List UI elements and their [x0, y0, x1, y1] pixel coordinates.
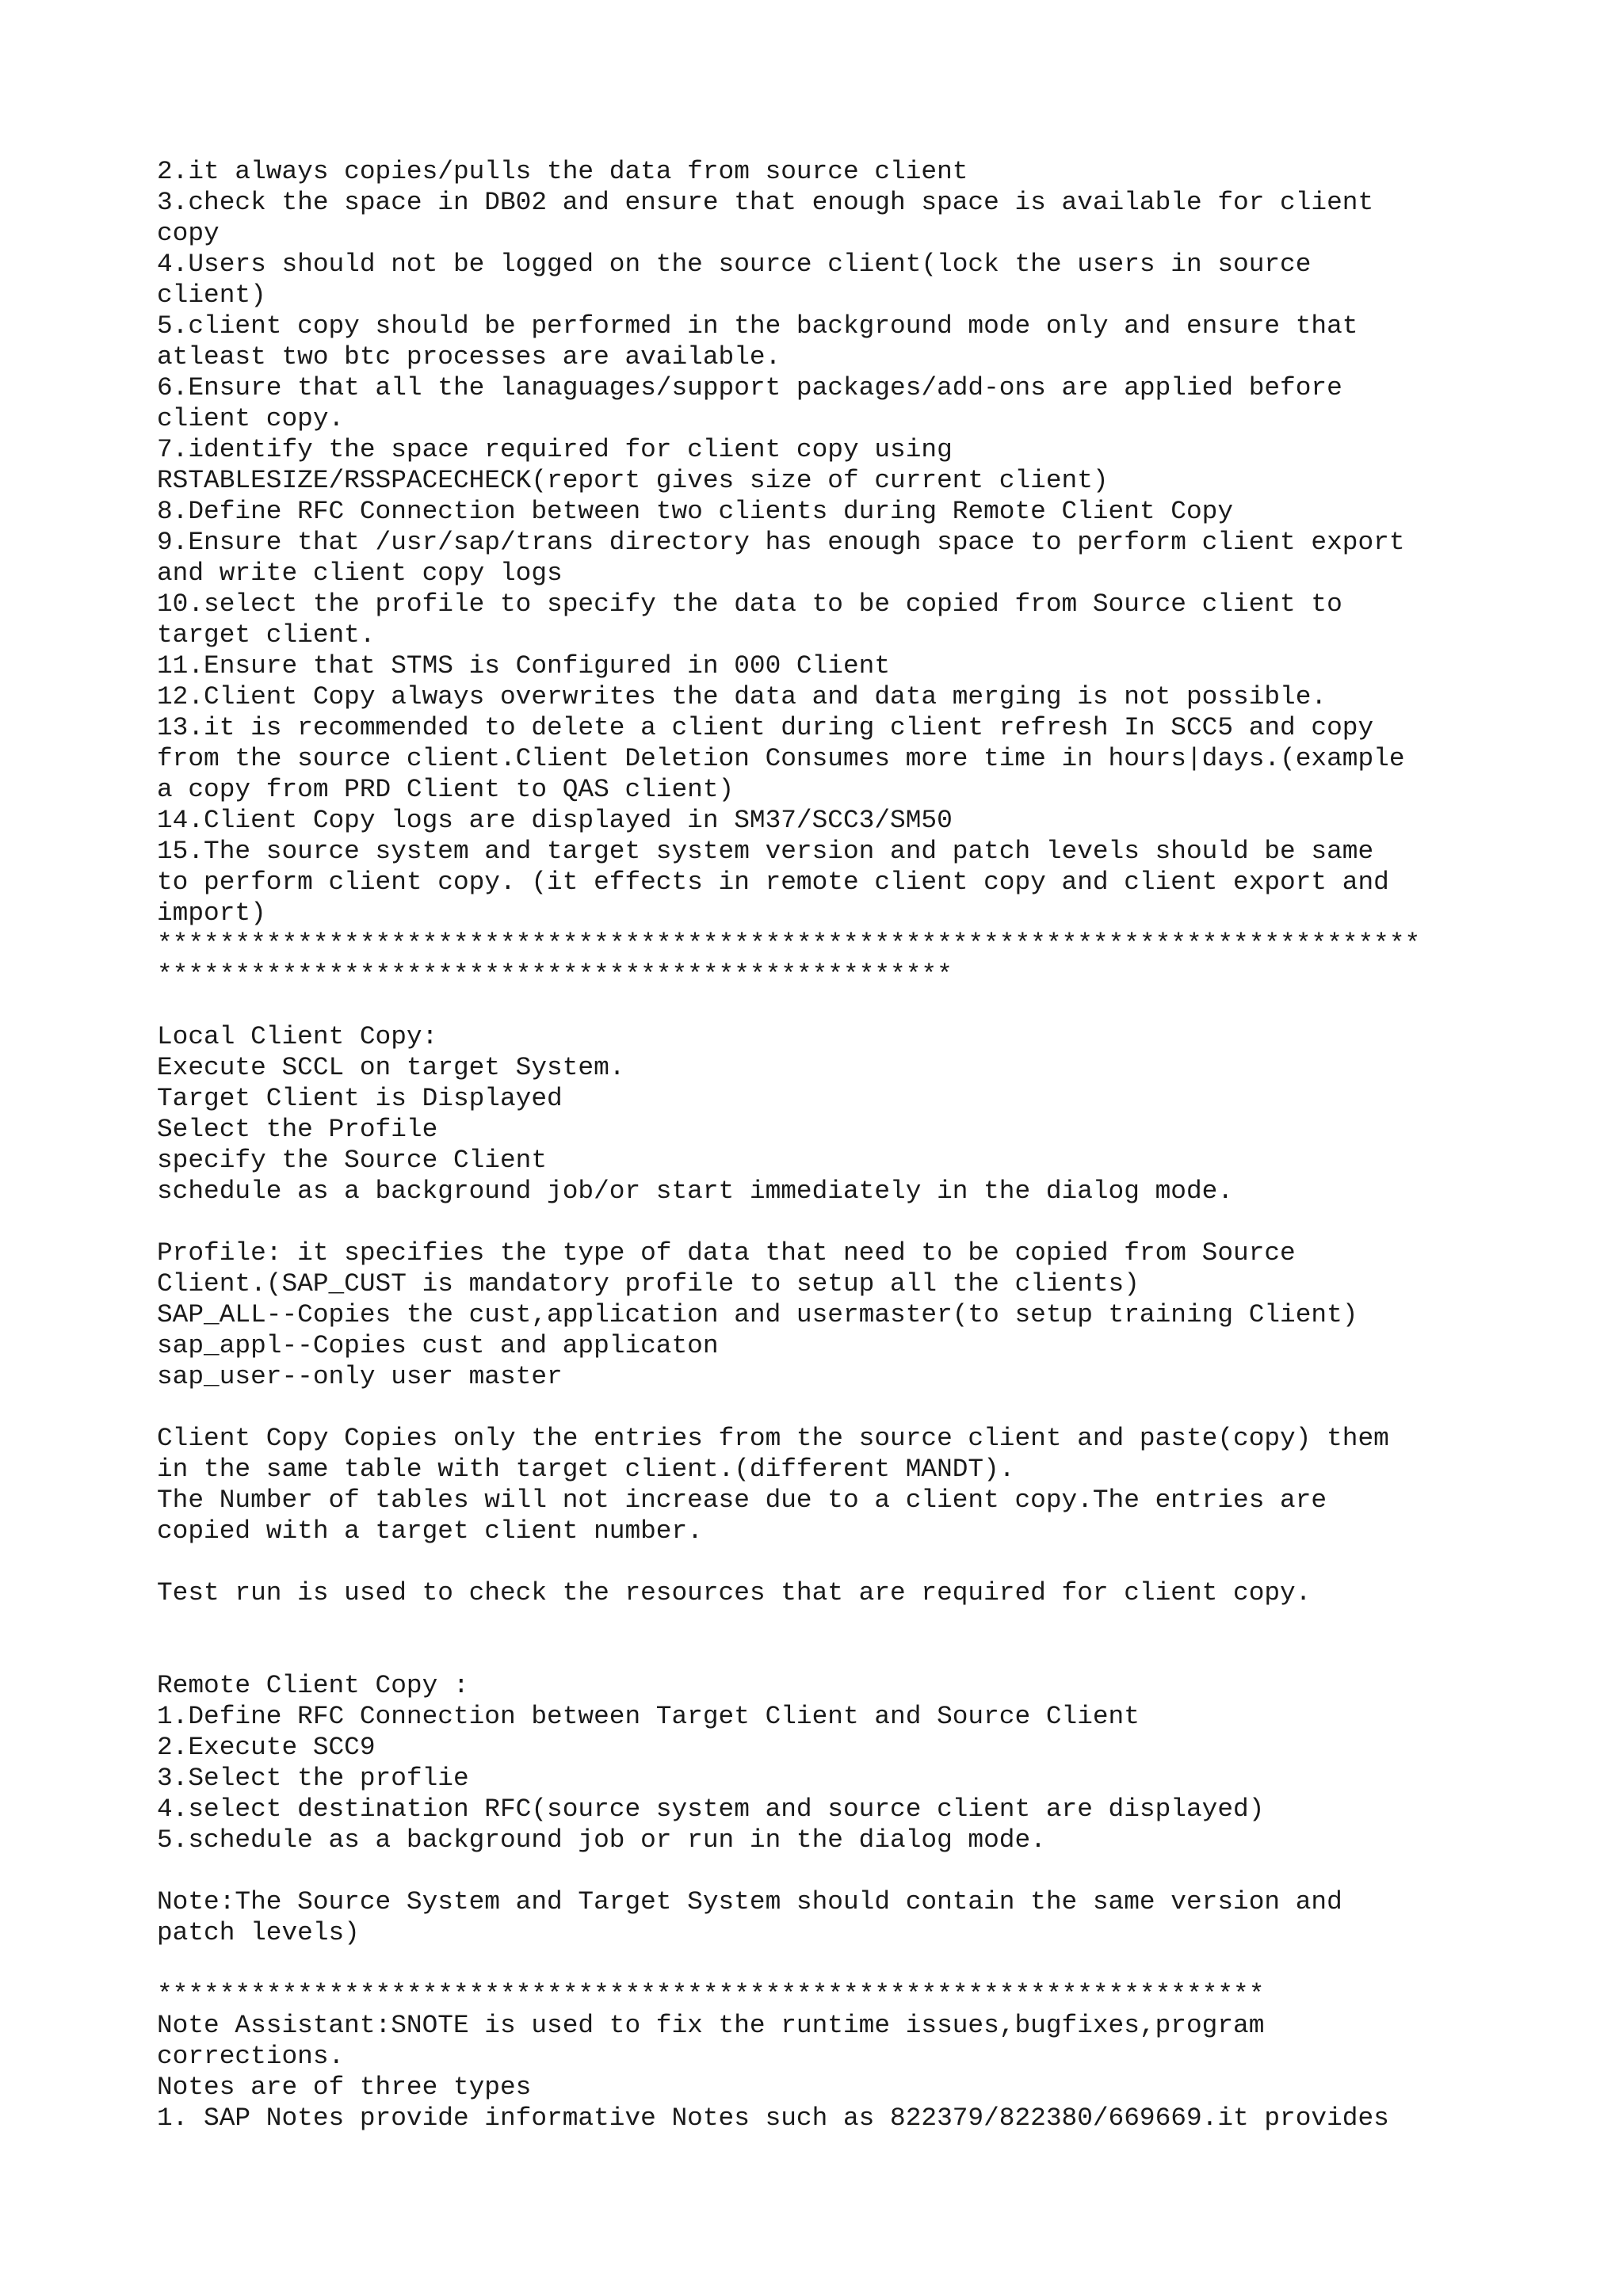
text-line: patch levels)	[157, 1918, 360, 1947]
section-heading: Remote Client Copy :	[157, 1671, 469, 1700]
text-line: copy	[157, 219, 220, 248]
version-note	[157, 1886, 1599, 1948]
text-line: atleast two btc processes are available.	[157, 342, 781, 372]
text-line: import)	[157, 898, 266, 928]
text-line: sap_user--only user master	[157, 1362, 563, 1391]
text-line: 2.Execute SCC9	[157, 1733, 376, 1762]
blank-line	[157, 1547, 1599, 1577]
text-line: Note:The Source System and Target System should contain the same version and	[157, 1887, 1342, 1917]
text-line: 4.Users should not be logged on the source client(lock the users in source	[157, 250, 1312, 279]
text-line: specify the Source Client	[157, 1146, 548, 1175]
text-line: 14.Client Copy logs are displayed in SM37/SCC3/SM50	[157, 806, 953, 835]
separator-line: *********************************************************************************	[157, 929, 1421, 959]
text-line: client copy.	[157, 404, 345, 433]
blank-line	[157, 1948, 1599, 1979]
text-line: Client.(SAP_CUST is mandatory profile to setup all the clients)	[157, 1269, 1140, 1299]
client-copy-entries-section	[157, 1423, 1599, 1547]
text-line: 3.check the space in DB02 and ensure that enough space is available for client	[157, 188, 1374, 217]
note-assistant-section	[157, 2010, 1599, 2134]
blank-line	[157, 1608, 1599, 1670]
text-line: schedule as a background job/or start immediately in the dialog mode.	[157, 1177, 1234, 1206]
text-line: 4.select destination RFC(source system and source client are displayed)	[157, 1794, 1265, 1824]
text-line: 1.Define RFC Connection between Target Client and Source Client	[157, 1702, 1140, 1731]
text-line: RSTABLESIZE/RSSPACECHECK(report gives size of current client)	[157, 466, 1109, 495]
text-line: 6.Ensure that all the lanaguages/support packages/add-ons are applied before	[157, 373, 1342, 402]
text-line: a copy from PRD Client to QAS client)	[157, 775, 735, 804]
text-line: 15.The source system and target system version and patch levels should be same	[157, 837, 1374, 866]
text-line: 7.identify the space required for client copy using	[157, 435, 953, 464]
text-line: corrections.	[157, 2042, 345, 2071]
text-line: 5.client copy should be performed in the background mode only and ensure that	[157, 311, 1358, 341]
text-line: from the source client.Client Deletion Consumes more time in hours|days.(example	[157, 744, 1405, 773]
text-line: 5.schedule as a background job or run in the dialog mode.	[157, 1825, 1046, 1855]
text-line: 3.Select the proflie	[157, 1764, 469, 1793]
text-line: 1. SAP Notes provide informative Notes such as 822379/822380/669669.it provides	[157, 2103, 1389, 2133]
text-line: 13.it is recommended to delete a client during client refresh In SCC5 and copy	[157, 713, 1374, 742]
text-line: Client Copy Copies only the entries from the source client and paste(copy) them	[157, 1424, 1389, 1453]
document-page	[157, 156, 1599, 2134]
text-line: 9.Ensure that /usr/sap/trans directory has enough space to perform client export	[157, 528, 1405, 557]
blank-line	[157, 990, 1599, 1021]
blank-line	[157, 1392, 1599, 1423]
test-run-text: Test run is used to check the resources that are required for client copy.	[157, 1578, 1312, 1608]
text-line: 12.Client Copy always overwrites the data and data merging is not possible.	[157, 682, 1327, 711]
text-line: in the same table with target client.(different MANDT).	[157, 1455, 1015, 1484]
text-line: to perform client copy. (it effects in remote client copy and client export and	[157, 868, 1389, 897]
text-line: 10.select the profile to specify the data to be copied from Source client to	[157, 589, 1342, 619]
text-line: copied with a target client number.	[157, 1516, 703, 1546]
text-line: 8.Define RFC Connection between two clients during Remote Client Copy	[157, 497, 1234, 526]
text-line: Profile: it specifies the type of data that need to be copied from Source	[157, 1238, 1296, 1268]
text-line: The Number of tables will not increase due to a client copy.The entries are	[157, 1486, 1327, 1515]
text-line: 11.Ensure that STMS is Configured in 000 Client	[157, 651, 891, 681]
client-copy-prerequisites	[157, 156, 1599, 929]
text-line: Notes are of three types	[157, 2073, 532, 2102]
text-line: Select the Profile	[157, 1115, 438, 1144]
text-line: sap_appl--Copies cust and applicaton	[157, 1331, 719, 1360]
section-heading: Local Client Copy:	[157, 1022, 438, 1051]
text-line: Target Client is Displayed	[157, 1084, 563, 1113]
remote-client-copy-section	[157, 1670, 1599, 1855]
text-line: and write client copy logs	[157, 559, 563, 588]
text-line: Execute SCCL on target System.	[157, 1053, 625, 1082]
text-line: target client.	[157, 620, 376, 650]
blank-line	[157, 1855, 1599, 1886]
asterisk-separator	[157, 929, 1599, 990]
separator-line: ***********************************************************************	[157, 1980, 1265, 2009]
text-line: 2.it always copies/pulls the data from source client	[157, 157, 968, 186]
text-line: SAP_ALL--Copies the cust,application and usermaster(to setup training Client)	[157, 1300, 1358, 1329]
text-line: Note Assistant:SNOTE is used to fix the runtime issues,bugfixes,program	[157, 2011, 1265, 2040]
local-client-copy-section	[157, 1021, 1599, 1207]
profile-section	[157, 1238, 1599, 1392]
blank-line	[157, 1207, 1599, 1238]
text-line: client)	[157, 280, 266, 310]
separator-line: ***************************************************	[157, 960, 953, 990]
